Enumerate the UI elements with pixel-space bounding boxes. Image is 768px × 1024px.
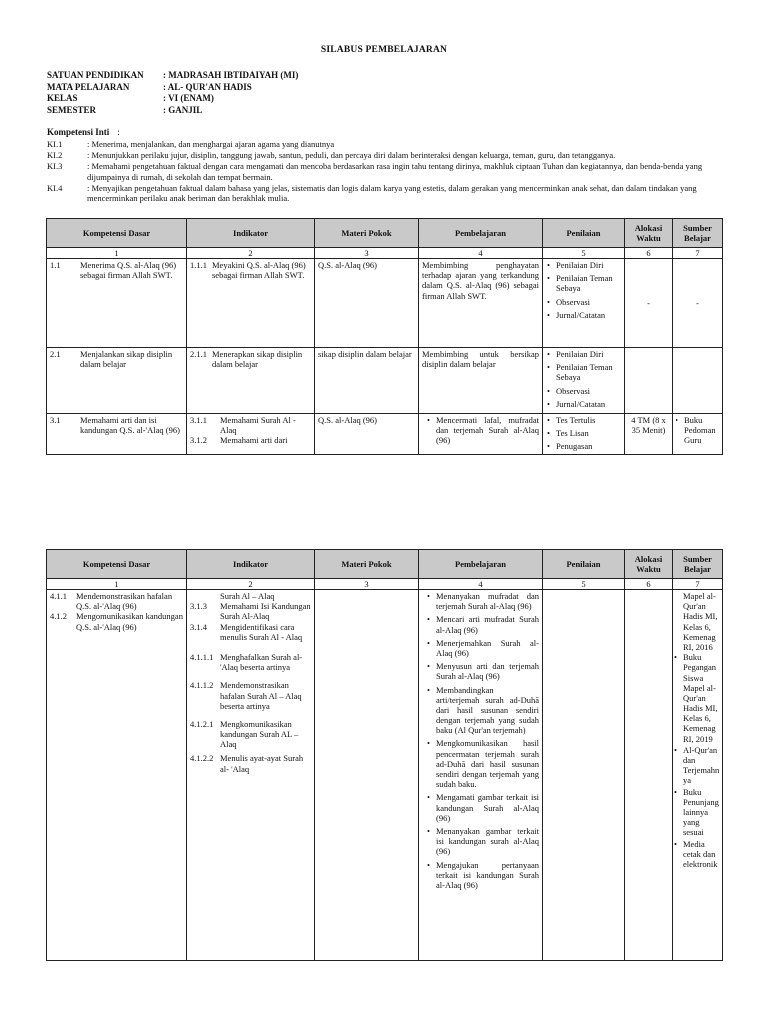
header-kompetensi-dasar: Kompetensi Dasar xyxy=(47,219,187,248)
materi-cell: sikap disiplin dalam belajar xyxy=(315,348,419,414)
identity-value: : AL- QUR'AN HADIS xyxy=(163,81,252,92)
list-item: • Tes Tertulis xyxy=(556,415,621,425)
column-number: 3 xyxy=(315,248,419,259)
indicator-text: Memahami Surah Al - Alaq xyxy=(220,414,296,436)
materi-cell: Q.S. al-Alaq (96) xyxy=(315,413,419,454)
ki-item xyxy=(47,183,722,203)
identity-value: : MADRASAH IBTIDAIYAH (MI) xyxy=(163,70,299,80)
column-number-row xyxy=(47,579,723,590)
header-kompetensi-dasar: Kompetensi Dasar xyxy=(47,550,187,579)
identity-key: KELAS xyxy=(47,93,78,103)
column-number: 4 xyxy=(419,248,543,259)
indicator-cell xyxy=(187,259,315,348)
table-header-row xyxy=(47,550,723,579)
kd-text: Menjalankan sikap disiplin dalam belajar xyxy=(80,349,173,370)
penilaian-cell xyxy=(543,348,625,414)
ki-heading-colon: : xyxy=(117,127,120,137)
indicator-text: Memahami Isi Kandungan Surah Al-Alaq xyxy=(220,601,311,622)
table-row xyxy=(47,259,723,348)
indicator-text: Mengidentifikasi cara menulis Surah Al - Alaq xyxy=(220,621,303,642)
pembelajaran-cell: Membimbing penghayatan terhadap ajaran yang terkandung dalam Q.S. al-Alaq (96) sebagai firman Allah SWT. xyxy=(419,259,543,348)
penilaian-cell xyxy=(543,413,625,454)
table-row xyxy=(47,590,723,961)
page-title: SILABUS PEMBELAJARAN xyxy=(320,45,448,55)
indicator-code: 4.1.1.2 xyxy=(190,680,214,691)
syllabus-table-page-2 xyxy=(46,549,723,961)
header-indikator: Indikator xyxy=(187,219,315,248)
indicator-text: Meyakini Q.S. al-Alaq (96) sebagai firman Allah SWT. xyxy=(212,260,306,281)
column-number: 1 xyxy=(47,248,187,259)
alokasi-cell: - xyxy=(625,259,673,348)
ki-code: KI.4 xyxy=(47,182,63,193)
pembelajaran-cell xyxy=(419,413,543,454)
ki-text: : Memahami pengetahuan faktual dengan cara mengamati dan mencoba berdasarkan rasa ingin tahu tentang dirinya, makhluk ciptaan Tuhan dan kegiatannya, dan benda-benda yang dijumpainya di rumah, di sekolah dan tempat bermain. xyxy=(87,161,703,182)
column-number-row xyxy=(47,248,723,259)
kd-cell xyxy=(47,259,187,348)
column-number: 1 xyxy=(47,579,187,590)
header-materi-pokok: Materi Pokok xyxy=(315,550,419,579)
sumber-cell xyxy=(673,348,723,414)
list-item: • Tes Lisan xyxy=(556,428,621,438)
indicator-code: 4.1.2.1 xyxy=(190,718,214,729)
indicator-code: 2.1.1 xyxy=(190,349,207,359)
list-item: • Menanyakan mufradat dan terjemah Surah al-Alaq (96) xyxy=(436,591,539,611)
column-number: 2 xyxy=(187,248,315,259)
kd-text: Menerima Q.S. al-Alaq (96) sebagai firman Allah SWT. xyxy=(80,260,177,281)
header-pembelajaran: Pembelajaran xyxy=(419,550,543,579)
indicator-text: Menulis ayat-ayat Surah al- 'Alaq xyxy=(220,753,304,774)
list-item: • Mengkomunikasikan hasil pencermatan terjemah surah ad-Duhā dari hasil susunan sendiri dengan terjemah yang sudah baku. xyxy=(436,738,539,789)
list-item: • Observasi xyxy=(556,297,621,307)
header-alokasi-waktu: Alokasi Waktu xyxy=(625,550,673,579)
indicator-code: 3.1.3 xyxy=(190,601,207,612)
identity-key: SATUAN PENDIDIKAN xyxy=(47,70,144,80)
ki-code: KI.3 xyxy=(47,161,63,172)
ki-heading-text: Kompetensi Inti xyxy=(47,127,110,137)
list-item: • Al-Qur'an dan Terjemahnya xyxy=(683,745,720,786)
kd-code: 4.1.2 xyxy=(50,611,67,622)
table-row xyxy=(47,413,723,454)
kd-code: 1.1 xyxy=(50,260,61,270)
list-item: • Buku Pedoman Guru xyxy=(684,415,719,446)
indicator-cell xyxy=(187,590,315,961)
indicator-continued: Surah Al – Alaq xyxy=(220,591,275,601)
kd-text: Mendemonstrasikan hafalan Q.S. al-'Alaq (96) xyxy=(76,591,173,612)
identity-value: : GANJIL xyxy=(163,104,203,115)
ki-item xyxy=(47,139,722,149)
column-number: 6 xyxy=(625,579,673,590)
sumber-continued: Mapel al-Qur'an Hadis MI, Kelas 6, Kemenag RI, 2016 xyxy=(683,591,718,652)
list-item: • Penilaian Teman Sebaya xyxy=(556,362,621,382)
kd-code: 2.1 xyxy=(50,349,61,359)
kd-cell xyxy=(47,413,187,454)
indicator-cell xyxy=(187,348,315,414)
identity-row xyxy=(47,105,298,117)
ki-code: KI.2 xyxy=(47,150,63,161)
column-number: 7 xyxy=(673,248,723,259)
materi-cell: Q.S. al-Alaq (96) xyxy=(315,259,419,348)
column-number: 5 xyxy=(543,579,625,590)
column-number: 4 xyxy=(419,579,543,590)
list-item: • Buku Penunjang lainnya yang sesuai xyxy=(683,787,720,838)
ki-list xyxy=(47,139,722,204)
penilaian-cell xyxy=(543,259,625,348)
kd-text: Mengomunikasikan kandungan Q.S. al-'Alaq (96) xyxy=(76,611,183,632)
list-item: • Menanyakan gambar terkait isi kandungan surah al-Alaq (96) xyxy=(436,826,539,857)
header-penilaian: Penilaian xyxy=(543,219,625,248)
kd-cell xyxy=(47,348,187,414)
materi-cell xyxy=(315,590,419,961)
identity-row xyxy=(47,93,298,105)
list-item: • Jurnal/Catatan xyxy=(556,399,621,409)
header-pembelajaran: Pembelajaran xyxy=(419,219,543,248)
list-item: • Penugasan xyxy=(556,441,621,451)
ki-text: : Menyajikan pengetahuan faktual dalam bahasa yang jelas, sistematis dan logis dalam karya yang estetis, dalam gerakan yang mencerminkan anak sehat, dan dalam tindakan yang mencerminkan perilaku anak beriman dan berakhlak mulia. xyxy=(87,182,697,203)
identity-key: SEMESTER xyxy=(47,104,97,115)
ki-text: : Menerima, menjalankan, dan menghargai ajaran agama yang dianutnya xyxy=(87,139,335,149)
list-item: • Media cetak dan elektronik xyxy=(683,839,720,870)
kd-cell xyxy=(47,590,187,961)
list-item: • Mengajukan pertanyaan terkait isi kandungan Surah al-Alaq (96) xyxy=(436,860,539,891)
sumber-cell: - xyxy=(673,259,723,348)
indicator-code: 3.1.1 xyxy=(190,414,207,425)
kd-code: 4.1.1 xyxy=(50,591,67,601)
list-item: • Membandingkan arti/terjemah surah ad-Duhā dari hasil susunan sendiri dengan terjemah yang sudah baku (Al Qur'an terjemah) xyxy=(436,685,539,736)
indicator-text: Memahami arti dari xyxy=(220,435,288,446)
indicator-cell xyxy=(187,413,315,454)
column-number: 2 xyxy=(187,579,315,590)
column-number: 3 xyxy=(315,579,419,590)
list-item: • Buku Pegangan Siswa Mapel al-Qur'an Hadis MI, Kelas 6, Kemenag RI, 2019 xyxy=(683,652,720,744)
ki-code: KI.1 xyxy=(47,139,63,149)
indicator-text: Mengkomunikasikan kandungan Surah AL – Alaq xyxy=(220,718,299,750)
indicator-code: 1.1.1 xyxy=(190,260,207,270)
header-sumber-belajar: Sumber Belajar xyxy=(673,219,723,248)
syllabus-table-page-1 xyxy=(46,218,723,455)
ki-text: : Menunjukkan perilaku jujur, disiplin, tanggung jawab, santun, peduli, dan percaya diri dalam berinteraksi dengan keluarga, teman, guru, dan tetangganya. xyxy=(87,150,616,161)
table-header-row xyxy=(47,219,723,248)
column-number: 7 xyxy=(673,579,723,590)
list-item: • Penilaian Teman Sebaya xyxy=(556,273,621,293)
indicator-text: Menghafalkan Surah al- 'Alaq beserta artinya xyxy=(220,651,303,673)
identity-value: : VI (ENAM) xyxy=(163,93,214,103)
ki-item xyxy=(47,150,722,160)
indicator-text: Mendemonstrasikan hafalan Surah Al – Alaq beserta artinya xyxy=(220,680,302,711)
list-item: • Mengamati gambar terkait isi kandungan Surah al-Alaq (96) xyxy=(436,792,539,823)
list-item: • Mencermati lafal, mufradat dan terjemah Surah al-Alaq (96) xyxy=(436,415,539,446)
alokasi-cell: 4 TM (8 x 35 Menit) xyxy=(625,413,673,454)
alokasi-cell xyxy=(625,590,673,961)
pembelajaran-cell xyxy=(419,590,543,961)
header-materi-pokok: Materi Pokok xyxy=(315,219,419,248)
column-number: 5 xyxy=(543,248,625,259)
indicator-code: 3.1.4 xyxy=(190,621,207,632)
identity-row xyxy=(47,82,298,94)
indicator-code: 3.1.2 xyxy=(190,435,207,446)
table-row xyxy=(47,348,723,414)
list-item: • Menerjemahkan Surah al-Alaq (96) xyxy=(436,638,539,658)
ki-item xyxy=(47,161,722,181)
header-sumber-belajar: Sumber Belajar xyxy=(673,550,723,579)
list-item: • Penilaian Diri xyxy=(556,260,621,270)
list-item: • Observasi xyxy=(556,386,621,396)
header-indikator: Indikator xyxy=(187,550,315,579)
indicator-code: 4.1.1.1 xyxy=(190,651,214,662)
sumber-cell xyxy=(673,413,723,454)
ki-heading xyxy=(47,127,120,138)
list-item: • Menyusun arti dan terjemah Surah al-Alaq (96) xyxy=(436,661,539,681)
list-item: • Mencari arti mufradat Surah al-Alaq (96) xyxy=(436,614,539,634)
sumber-cell xyxy=(673,590,723,961)
indicator-code: 4.1.2.2 xyxy=(190,753,214,764)
list-item: • Penilaian Diri xyxy=(556,349,621,359)
header-alokasi-waktu: Alokasi Waktu xyxy=(625,219,673,248)
identity-row xyxy=(47,70,298,82)
column-number: 6 xyxy=(625,248,673,259)
identity-block xyxy=(47,70,298,116)
indicator-text: Menerapkan sikap disiplin dalam belajar xyxy=(212,349,303,370)
list-item: • Jurnal/Catatan xyxy=(556,310,621,320)
pembelajaran-cell: Membimbing untuk bersikap disiplin dalam belajar xyxy=(419,348,543,414)
identity-key: MATA PELAJARAN xyxy=(47,81,130,92)
kd-code: 3.1 xyxy=(50,414,61,425)
penilaian-cell xyxy=(543,590,625,961)
kd-text: Memahami arti dan isi kandungan Q.S. al-'Alaq (96) xyxy=(80,414,180,436)
header-penilaian: Penilaian xyxy=(543,550,625,579)
alokasi-cell xyxy=(625,348,673,414)
